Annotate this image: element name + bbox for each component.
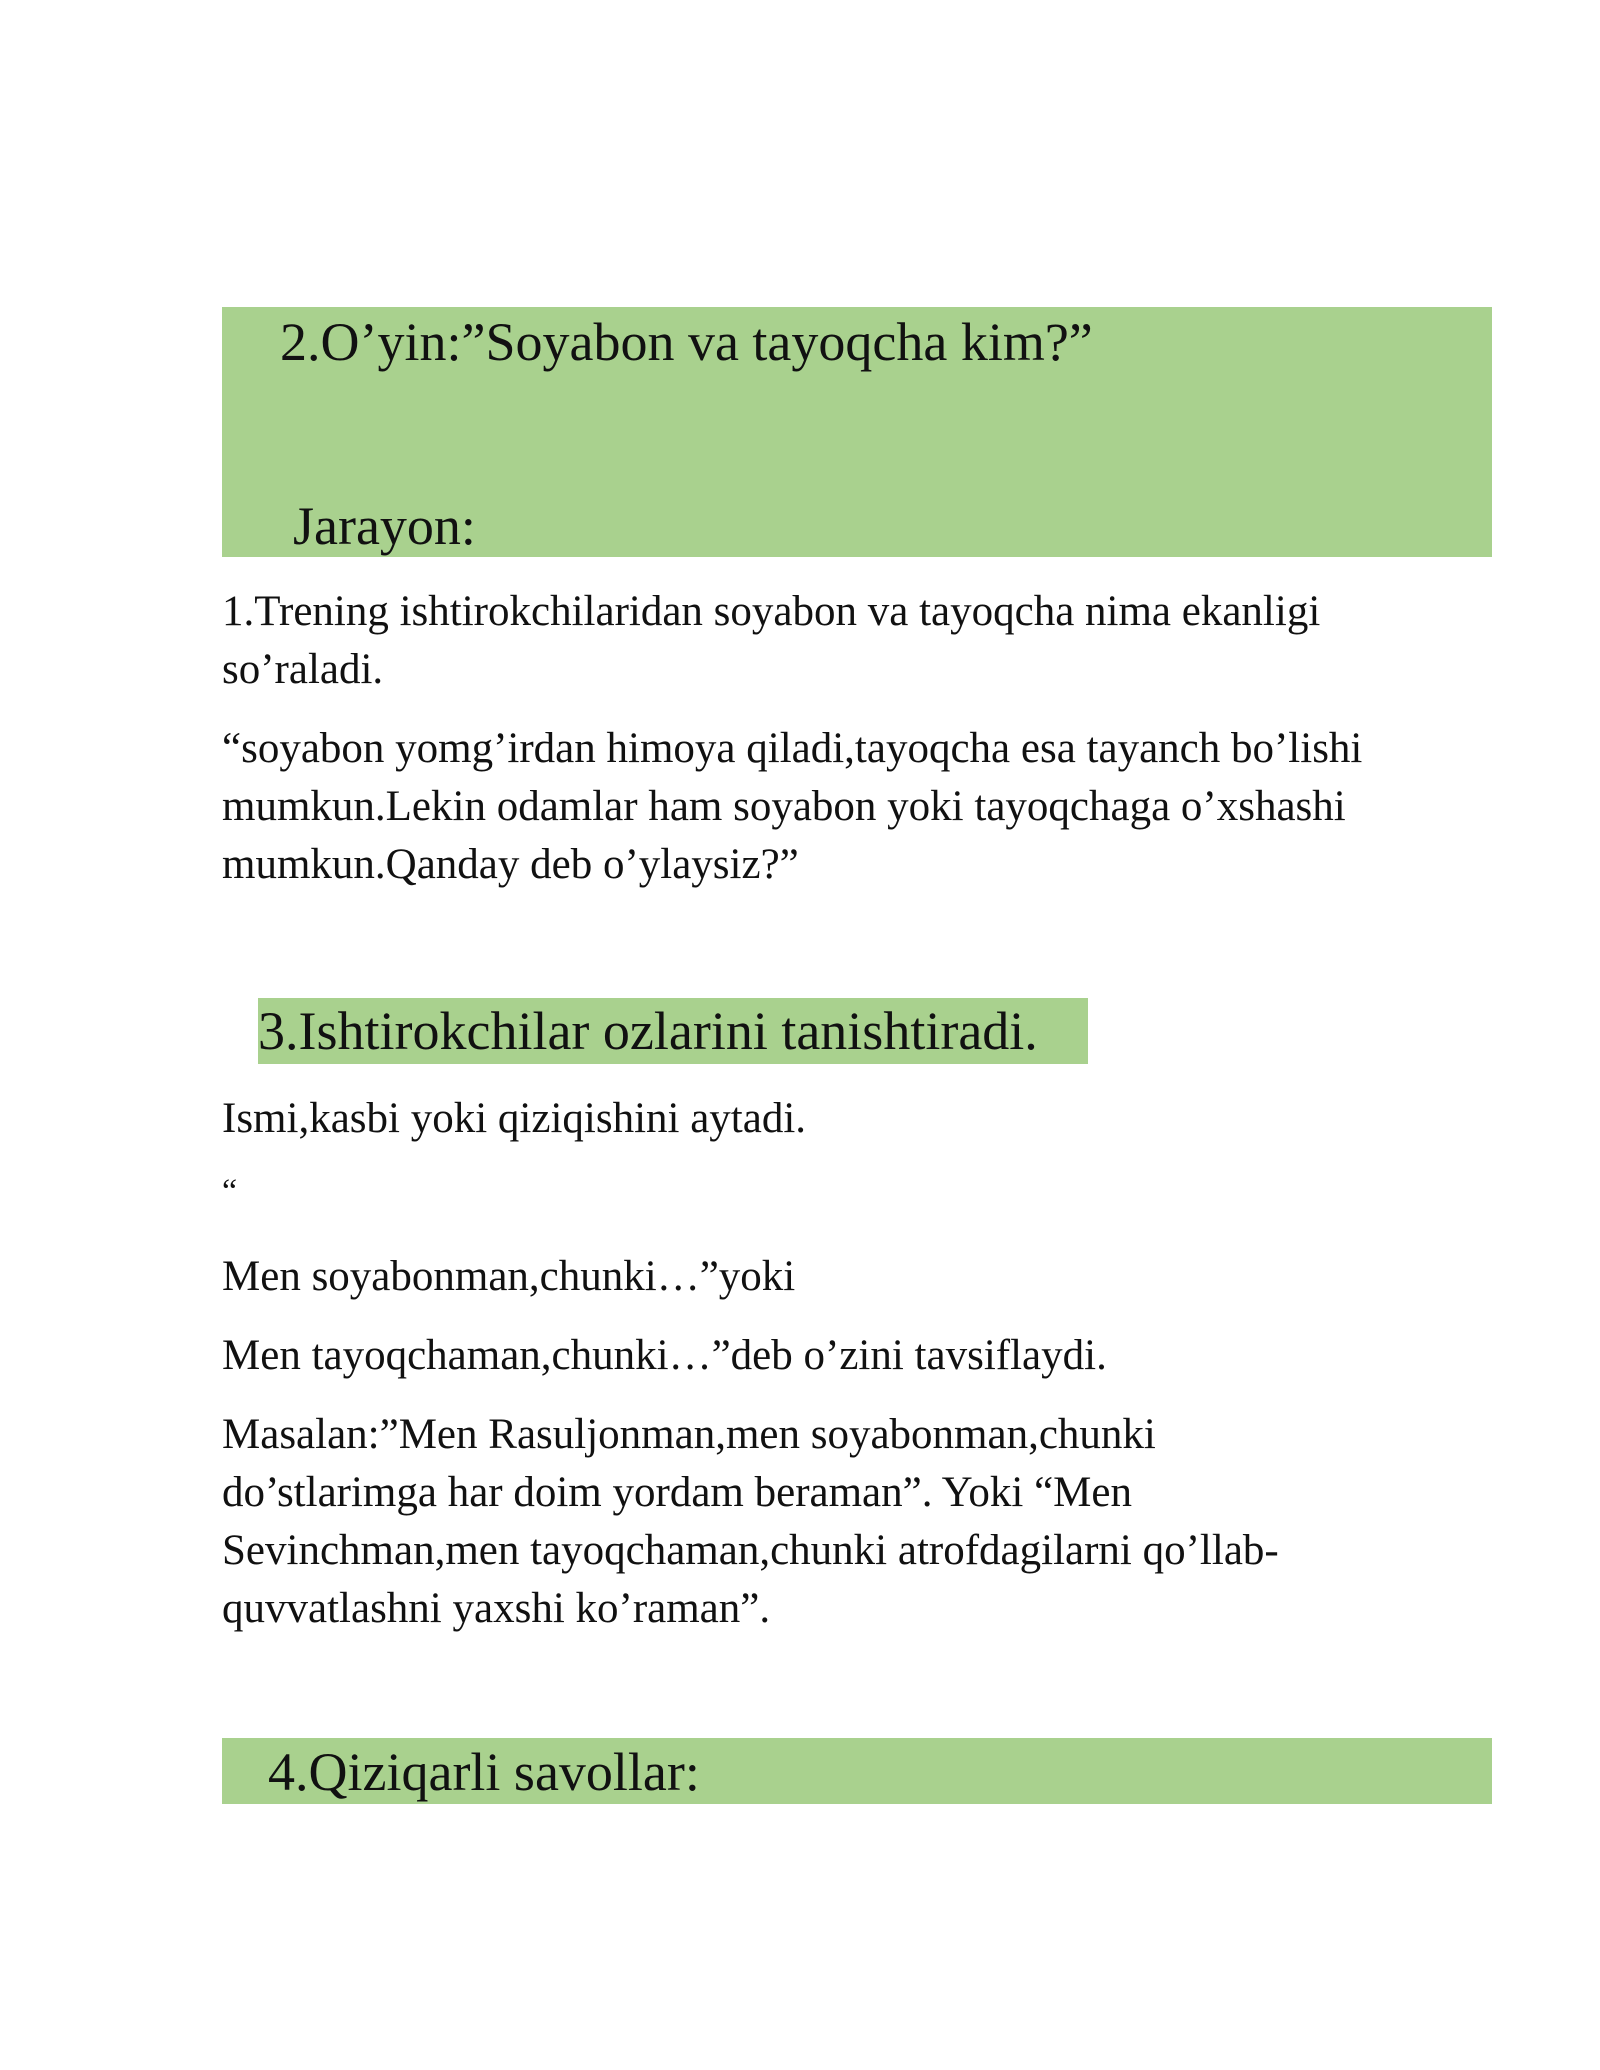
quote-line: mumkun.Lekin odamlar ham soyabon yoki tayoqchaga o’xshashi: [222, 783, 1346, 830]
quote-line: “soyabon yomg’irdan himoya qiladi,tayoqcha esa tayanch bo’lishi: [222, 725, 1363, 772]
example-line: do’stlarimga har doim yordam beraman”. Yoki “Men: [222, 1469, 1132, 1516]
example-line: Sevinchman,men tayoqchaman,chunki atrofdagilarni qo’llab-: [222, 1527, 1279, 1574]
section3-example: [222, 1406, 1492, 1638]
section2-subtitle: Jarayon:: [293, 496, 476, 556]
section3-open-quote: “: [222, 1173, 238, 1210]
step1-line: so’raladi.: [222, 646, 384, 693]
section3-title: 3.Ishtirokchilar ozlarini tanishtiradi.: [258, 1001, 1038, 1061]
section3-option2: Men tayoqchaman,chunki…”deb o’zini tavsiflaydi.: [222, 1332, 1107, 1379]
quote-line: mumkun.Qanday deb o’ylaysiz?”: [222, 841, 799, 888]
quote-paragraph: [222, 720, 1492, 894]
example-line: Masalan:”Men Rasuljonman,men soyabonman,chunki: [222, 1411, 1156, 1458]
example-line: quvvatlashni yaxshi ko’raman”.: [222, 1585, 771, 1632]
section3-intro: Ismi,kasbi yoki qiziqishini aytadi.: [222, 1095, 807, 1142]
step1-paragraph: [222, 583, 1492, 699]
section3-option1: Men soyabonman,chunki…”yoki: [222, 1253, 796, 1300]
section4-title: 4.Qiziqarli savollar:: [268, 1742, 700, 1802]
section2-title: 2.O’yin:”Soyabon va tayoqcha kim?”: [280, 312, 1093, 372]
step1-line: 1.Trening ishtirokchilaridan soyabon va tayoqcha nima ekanligi: [222, 588, 1321, 635]
